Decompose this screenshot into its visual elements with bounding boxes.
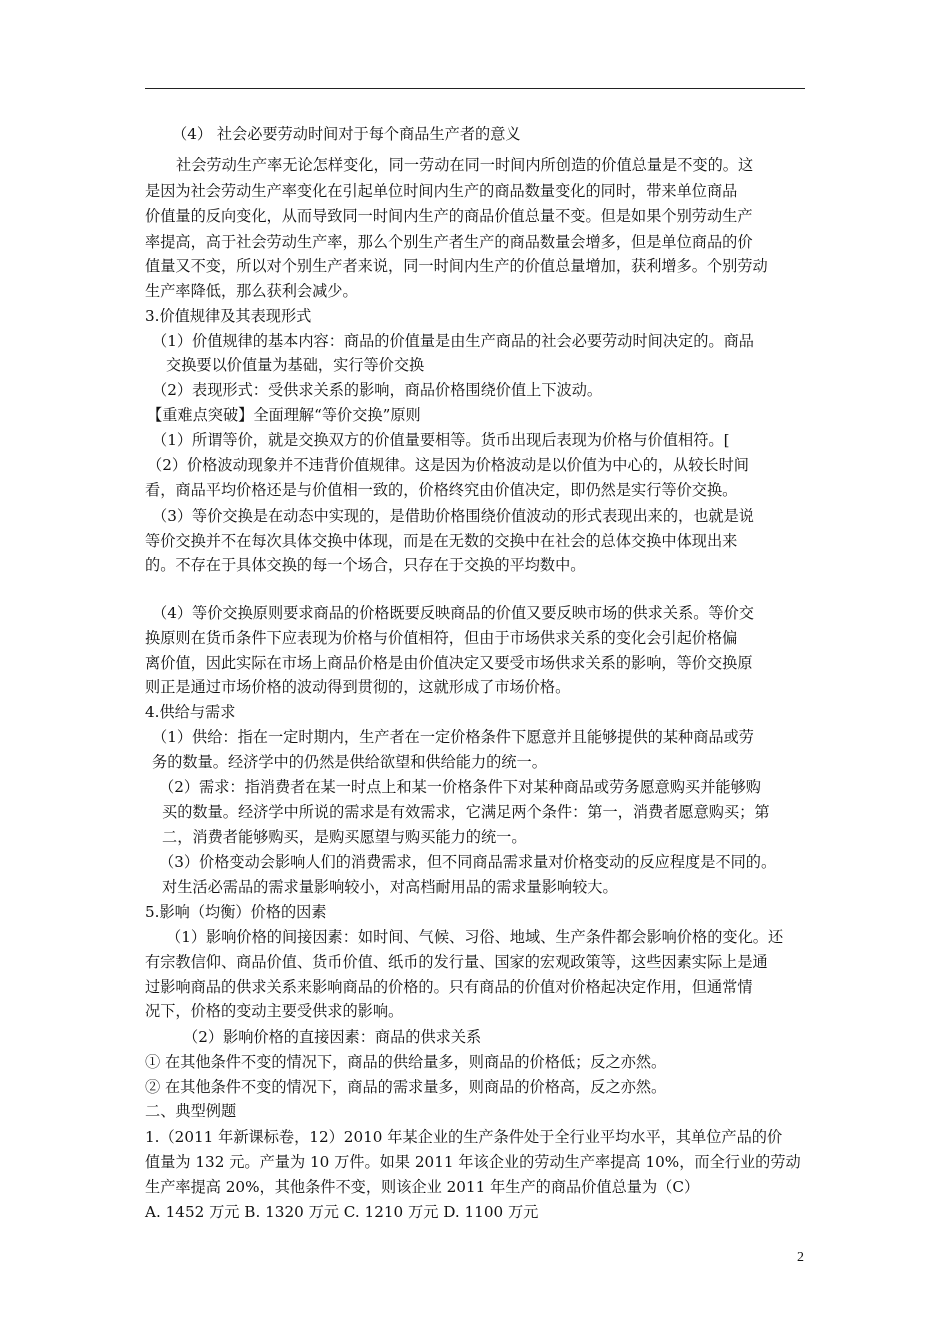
text-line: （4） 社会必要劳动时间对于每个商品生产者的意义: [172, 125, 521, 143]
text-line: 二，消费者能够购买，是购买愿望与购买能力的统一。: [162, 828, 527, 846]
text-line: 值量为 132 元。产量为 10 万件。如果 2011 年该企业的劳动生产率提高 10%，而全行业的劳动: [145, 1153, 801, 1171]
text-line: 况下，价格的变动主要受供求的影响。: [145, 1002, 404, 1020]
text-line: 换原则在货币条件下应表现为价格与价值相符，但由于市场供求关系的变化会引起价格偏: [145, 629, 738, 647]
text-line: A. 1452 万元 B. 1320 万元 C. 1210 万元 D. 1100 万元: [145, 1203, 539, 1221]
text-line: 3.价值规律及其表现形式: [145, 307, 312, 325]
text-line: ② 在其他条件不变的情况下，商品的需求量多，则商品的价格高，反之亦然。: [145, 1078, 667, 1096]
text-line: 5.影响（均衡）价格的因素: [145, 903, 327, 921]
text-line: 【重难点突破】全面理解“等价交换”原则: [147, 406, 421, 424]
text-line: 是因为社会劳动生产率变化在引起单位时间内生产的商品数量变化的同时，带来单位商品: [145, 182, 738, 200]
header-rule: [145, 88, 805, 89]
text-line: （1）影响价格的间接因素：如时间、气候、习俗、地域、生产条件都会影响价格的变化。还: [166, 928, 784, 946]
text-line: 社会劳动生产率无论怎样变化，同一劳动在同一时间内所创造的价值总量是不变的。这: [176, 156, 754, 174]
text-line: 有宗教信仰、商品价值、货币价值、纸币的发行量、国家的宏观政策等，这些因素实际上是通: [145, 953, 768, 971]
page-number: 2: [797, 1250, 804, 1265]
text-line: 价值量的反向变化，从而导致同一时间内生产的商品价值总量不变。但是如果个别劳动生产: [145, 207, 753, 225]
text-line: 对生活必需品的需求量影响较小，对高档耐用品的需求量影响较大。: [162, 878, 618, 896]
text-line: ① 在其他条件不变的情况下，商品的供给量多，则商品的价格低；反之亦然。: [145, 1053, 667, 1071]
text-line: 值量又不变，所以对个别生产者来说，同一时间内生产的价值总量增加，获利增多。个别劳动: [145, 257, 768, 275]
text-line: 务的数量。经济学中的仍然是供给欲望和供给能力的统一。: [152, 753, 547, 771]
text-line: 过影响商品的供求关系来影响商品的价格的。只有商品的价值对价格起决定作用，但通常情: [145, 978, 753, 996]
text-line: 离价值，因此实际在市场上商品价格是由价值决定又要受市场供求关系的影响，等价交换原: [145, 654, 753, 672]
text-line: （1）价值规律的基本内容：商品的价值量是由生产商品的社会必要劳动时间决定的。商品: [152, 332, 754, 350]
text-line: （1）供给：指在一定时期内，生产者在一定价格条件下愿意并且能够提供的某种商品或劳: [152, 728, 754, 746]
text-line: 的。不存在于具体交换的每一个场合，只存在于交换的平均数中。: [145, 556, 586, 574]
text-line: 交换要以价值量为基础，实行等价交换: [166, 356, 425, 374]
text-line: （3）价格变动会影响人们的消费需求，但不同商品需求量对价格变动的反应程度是不同的。: [159, 853, 777, 871]
text-line: 率提高，高于社会劳动生产率，那么个别生产者生产的商品数量会增多，但是单位商品的价: [145, 233, 753, 251]
text-line: 买的数量。经济学中所说的需求是有效需求，它满足两个条件：第一，消费者愿意购买；第: [162, 803, 770, 821]
text-line: （2）影响价格的直接因素：商品的供求关系: [183, 1028, 482, 1046]
text-line: 看，商品平均价格还是与价值相一致的，价格终究由价值决定，即仍然是实行等价交换。: [145, 481, 738, 499]
text-line: （3）等价交换是在动态中实现的，是借助价格围绕价值波动的形式表现出来的，也就是说: [152, 507, 754, 525]
text-line: （2）价格波动现象并不违背价值规律。这是因为价格波动是以价值为中心的，从较长时间: [147, 456, 749, 474]
text-line: （2）需求：指消费者在某一时点上和某一价格条件下对某种商品或劳务愿意购买并能够购: [159, 778, 761, 796]
text-line: 二、典型例题: [145, 1102, 237, 1120]
text-line: （2）表现形式：受供求关系的影响，商品价格围绕价值上下波动。: [152, 381, 603, 399]
text-line: （4）等价交换原则要求商品的价格既要反映商品的价值又要反映市场的供求关系。等价交: [152, 604, 754, 622]
text-line: 生产率提高 20%，其他条件不变，则该企业 2011 年生产的商品价值总量为（C）: [145, 1178, 700, 1196]
text-line: 生产率降低，那么获利会减少。: [145, 282, 358, 300]
text-line: （1）所谓等价，就是交换双方的价值量要相等。货币出现后表现为价格与价值相符。[: [152, 431, 730, 449]
text-line: 1.（2011 年新课标卷，12）2010 年某企业的生产条件处于全行业平均水平，其单位产品的价: [145, 1128, 783, 1146]
text-line: 等价交换并不在每次具体交换中体现，而是在无数的交换中在社会的总体交换中体现出来: [145, 532, 738, 550]
text-line: 则正是通过市场价格的波动得到贯彻的，这就形成了市场价格。: [145, 678, 571, 696]
text-line: 4.供给与需求: [145, 703, 236, 721]
